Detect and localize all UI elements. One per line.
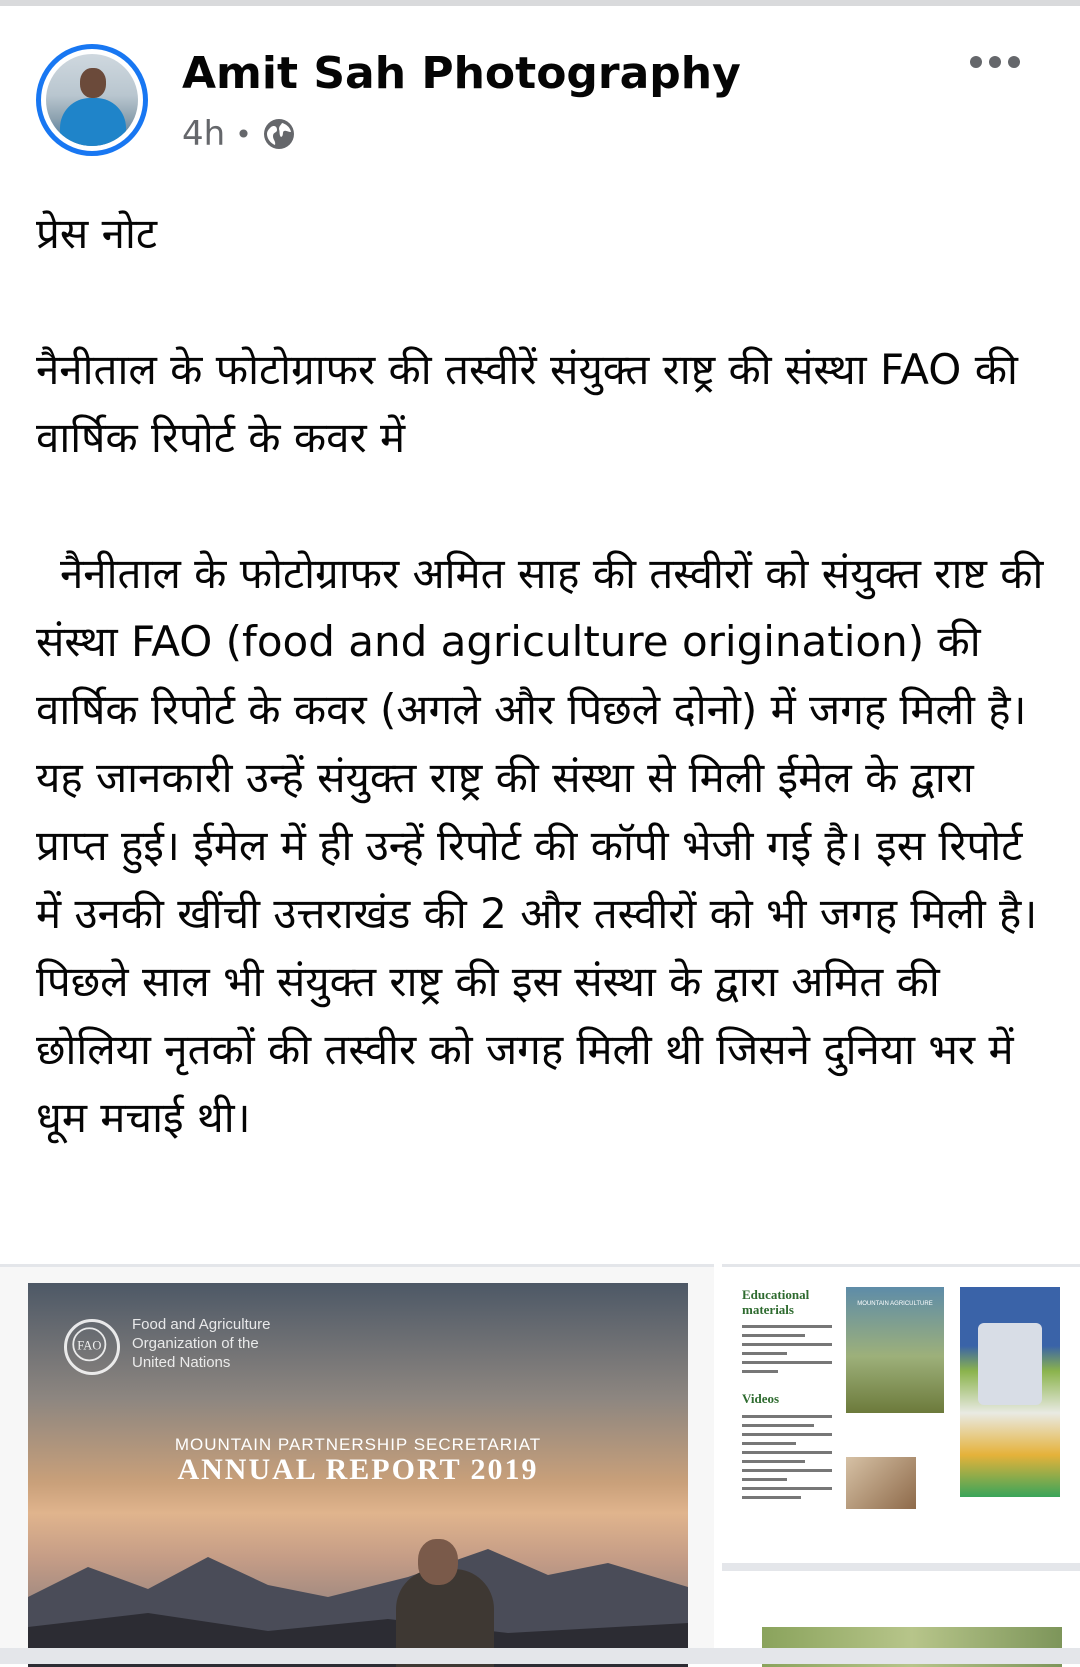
thumbnail-poster xyxy=(960,1287,1060,1497)
post-text xyxy=(36,200,1046,1152)
more-options-icon[interactable] xyxy=(970,50,1030,74)
meta-separator: • xyxy=(235,117,252,151)
photo-gallery xyxy=(0,1264,1080,1664)
svg-text:FAO: FAO xyxy=(77,1338,102,1353)
report-cover-image xyxy=(28,1283,688,1667)
avatar[interactable] xyxy=(36,44,148,156)
photo-2[interactable] xyxy=(722,1264,1080,1664)
cover-subtitle: MOUNTAIN PARTNERSHIP SECRETARIAT xyxy=(174,1435,542,1454)
cover-title: ANNUAL REPORT 2019 xyxy=(177,1453,539,1486)
post-header xyxy=(0,6,1080,176)
fao-org-name: Food and Agriculture Organization of the United Nations xyxy=(132,1316,271,1371)
fao-logo-icon xyxy=(64,1319,120,1375)
thumbnail-recipes xyxy=(846,1457,916,1509)
photo-1[interactable] xyxy=(0,1264,714,1664)
post-body: नैनीताल के फोटोग्राफर अमित साह की तस्वीरों को संयुक्त राष्ट की संस्था FAO (food and agriculture origination) की वार्षिक रिपोर्ट के कवर (अगले और पिछले दोनो) में जगह मिली है। यह जानकारी उन्हें संयुक्त राष्ट्र की संस्था से मिली ईमेल के द्वारा प्राप्त हुई। ईमेल में ही उन्हें रिपोर्ट की कॉपी भेजी गई है। इस रिपोर्ट में उनकी खींची उत्तराखंड की 2 और तस्वीरों को भी जगह मिली है। पिछले साल भी संयुक्त राष्ट्र की इस संस्था के द्वारा अमित की छोलिया नृतकों की तस्वीर को जगह मिली थी जिसने दुनिया भर में धूम मचाई थी। xyxy=(36,549,1044,1142)
post-heading: प्रेस नोट xyxy=(36,209,157,258)
brochure-video-lines xyxy=(742,1415,832,1505)
brochure-section-title: Educational materials xyxy=(742,1287,810,1317)
bottom-divider xyxy=(0,1648,1080,1664)
post-time[interactable]: 4h xyxy=(182,114,226,154)
post-meta xyxy=(182,112,296,156)
report-inner-page xyxy=(728,1279,1074,1539)
brochure-videos-title: Videos xyxy=(742,1391,780,1406)
author-name[interactable]: Amit Sah Photography xyxy=(182,48,741,99)
thumbnail-mountain-agriculture: MOUNTAIN AGRICULTURE xyxy=(846,1287,944,1413)
mountains-graphic xyxy=(28,1527,688,1667)
photo-divider xyxy=(722,1563,1080,1571)
globe-icon xyxy=(262,117,296,151)
brochure-text-lines xyxy=(742,1325,832,1379)
profile-photo xyxy=(46,54,138,146)
post-headline: नैनीताल के फोटोग्राफर की तस्वीरें संयुक्त राष्ट्र की संस्था FAO की वार्षिक रिपोर्ट के कवर में xyxy=(36,345,1018,462)
